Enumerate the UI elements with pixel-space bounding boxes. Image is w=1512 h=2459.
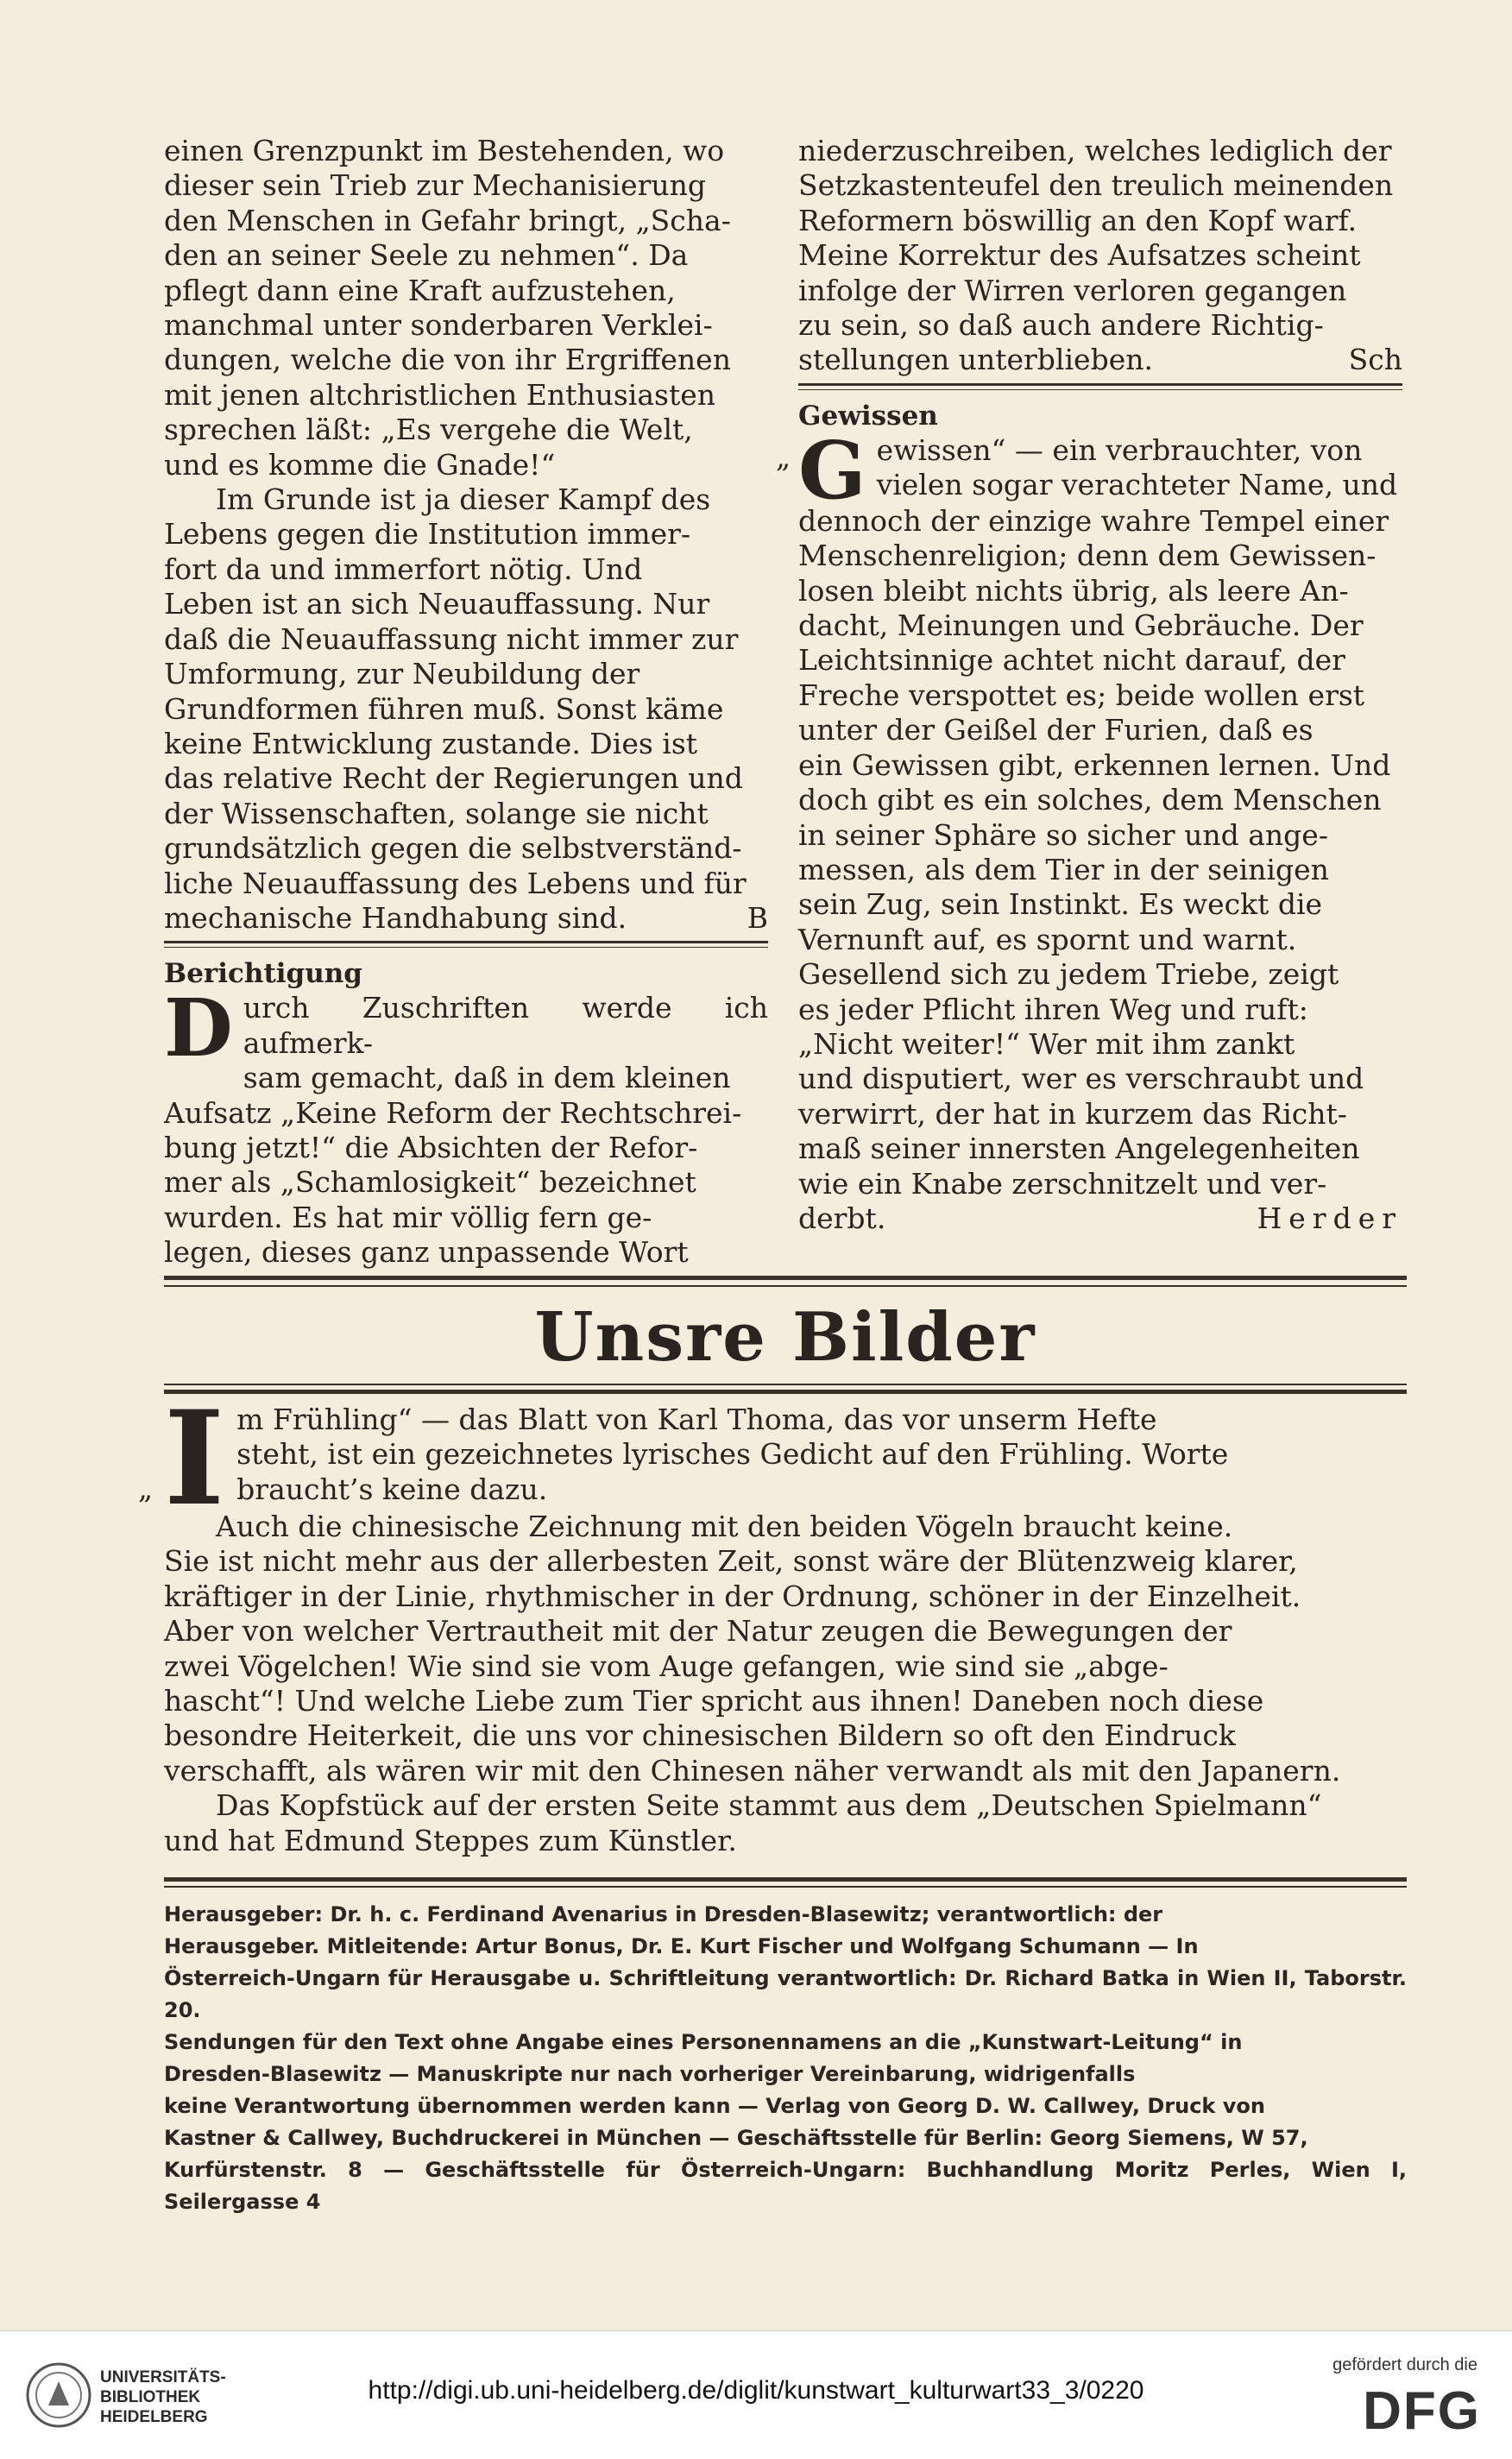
- text-line: zwei Vögelchen! Wie sind sie vom Auge gefangen, wie sind sie „abge-: [164, 1649, 1169, 1683]
- text-line: Auch die chinesische Zeichnung mit den beiden Vögeln braucht keine.: [216, 1510, 1233, 1543]
- left-para-3: [164, 981, 768, 1270]
- text-line: bung jetzt!“ die Absichten der Refor-: [164, 1130, 698, 1164]
- text-line: und es komme die Gnade!“: [164, 447, 556, 482]
- bilder-text: [138, 1383, 1407, 1858]
- text-line: losen bleibt nichts übrig, als leere An-: [798, 573, 1349, 608]
- text-line: vielen sogar verachteter Name, und: [876, 468, 1398, 502]
- impressum-line: Herausgeber. Mitleitende: Artur Bonus, Dr. E. Kurt Fischer und Wolfgang Schumann — In: [164, 1934, 1199, 1958]
- opening-quote: „: [138, 1472, 154, 1505]
- text-line: verschafft, als wären wir mit den Chinesen näher verwandt als mit den Japanern.: [164, 1753, 1341, 1788]
- right-column: [776, 134, 1402, 1236]
- left-para-1: [164, 134, 768, 482]
- signature-row: [164, 901, 768, 936]
- text-line: Gesellend sich zu jedem Triebe, zeigt: [798, 957, 1339, 992]
- text-line: es jeder Pflicht ihren Weg und ruft:: [798, 992, 1308, 1026]
- text-line: Im Grunde ist ja dieser Kampf des: [216, 482, 711, 517]
- text-line: Meine Korrektur des Aufsatzes scheint: [798, 238, 1361, 273]
- text-line: fort da und immerfort nötig. Und: [164, 552, 643, 586]
- signature-row: [798, 1201, 1402, 1236]
- text-line: keine Entwicklung zustande. Dies ist: [164, 726, 698, 760]
- left-para-2: [164, 482, 768, 936]
- text-line: und hat Edmund Steppes zum Künstler.: [164, 1823, 737, 1857]
- impressum-line: Österreich-Ungarn für Herausgabe u. Schriftleitung verantwortlich: Dr. Richard Batka in Wien II, Taborstr. 20.: [164, 1966, 1407, 2022]
- text-line: und disputiert, wer es verschraubt und: [798, 1062, 1364, 1096]
- text-line: wurden. Es hat mir völlig fern ge-: [164, 1200, 652, 1234]
- right-para-1: [798, 134, 1402, 378]
- section-divider: [164, 941, 768, 948]
- funding-label: gefördert durch die: [1332, 2355, 1477, 2374]
- signature-row: [798, 343, 1402, 377]
- text-line: infolge der Wirren verloren gegangen: [798, 273, 1347, 307]
- text-line: Freche verspottet es; beide wollen erst: [798, 678, 1365, 712]
- section-heading-gewissen: Gewissen: [798, 400, 938, 432]
- author-signature: Herder: [1257, 1201, 1402, 1235]
- text-line: ewissen“ — ein verbrauchter, von: [876, 432, 1363, 467]
- text-line: derbt.: [798, 1201, 886, 1235]
- text-line: braucht’s keine dazu.: [236, 1472, 548, 1506]
- text-line: Umformung, zur Neubildung der: [164, 657, 640, 691]
- text-line: sein Zug, sein Instinkt. Es weckt die: [798, 887, 1323, 922]
- text-line: das relative Recht der Regierungen und: [164, 761, 743, 796]
- impressum-line: Dresden-Blasewitz — Manuskripte nur nach vorheriger Vereinbarung, widrigenfalls: [164, 2062, 1136, 2086]
- text-line: Aber von welcher Vertrautheit mit der Natur zeugen die Bewegungen der: [164, 1614, 1232, 1649]
- text-line: dacht, Meinungen und Gebräuche. Der: [798, 608, 1364, 643]
- text-line: liche Neuauffassung des Lebens und für: [164, 866, 747, 900]
- impressum-line: Kurfürstenstr. 8 — Geschäftsstelle für Österreich-Ungarn: Buchhandlung Moritz Perles, Wien I, Seilergasse 4: [164, 2158, 1407, 2214]
- library-name: UNIVERSITÄTS- BIBLIOTHEK HEIDELBERG: [100, 2368, 226, 2426]
- text-line: wie ein Knabe zerschnitzelt und ver-: [798, 1166, 1327, 1201]
- text-line: urch Zuschriften werde ich aufmerk-: [243, 991, 768, 1060]
- impressum-line: keine Verantwortung übernommen werden kann — Verlag von Georg D. W. Callwey, Druck von: [164, 2094, 1265, 2118]
- text-line: sprechen läßt: „Es vergehe die Welt,: [164, 413, 693, 447]
- text-line: einen Grenzpunkt im Bestehenden, wo: [164, 134, 725, 167]
- text-line: maß seiner innersten Angelegenheiten: [798, 1132, 1360, 1166]
- text-line: mer als „Schamlosigkeit“ bezeichnet: [164, 1165, 696, 1200]
- viewer-footer: [0, 2330, 1512, 2459]
- impressum: [164, 1899, 1407, 2218]
- text-line: Lebens gegen die Institution immer-: [164, 517, 691, 552]
- text-line: dieser sein Trieb zur Mechanisierung: [164, 168, 707, 203]
- text-line: ein Gewissen gibt, erkennen lernen. Und: [798, 747, 1391, 782]
- text-line: Vernunft auf, es spornt und warnt.: [798, 922, 1297, 956]
- text-line: grundsätzlich gegen die selbstverständ-: [164, 831, 742, 866]
- text-line: zu sein, so daß auch andere Richtig-: [798, 308, 1324, 343]
- impressum-line: Herausgeber: Dr. h. c. Ferdinand Avenarius in Dresden-Blasewitz; verantwortlich: der: [164, 1902, 1163, 1926]
- impressum-rule: [164, 1877, 1407, 1888]
- text-line: messen, als dem Tier in der seinigen: [798, 852, 1329, 886]
- section-rule-bottom: [164, 1384, 1407, 1394]
- text-line: der Wissenschaften, solange sie nicht: [164, 796, 709, 830]
- section-heading-berichtigung: Berichtigung: [164, 958, 362, 990]
- right-para-2: [776, 423, 1402, 1237]
- left-column: [164, 134, 768, 1270]
- author-signature: B: [747, 900, 768, 935]
- text-line: Sie ist nicht mehr aus der allerbesten Zeit, sonst wäre der Blütenzweig klarer,: [164, 1544, 1298, 1579]
- text-line: legen, dieses ganz unpassende Wort: [164, 1235, 689, 1270]
- impressum-line: Kastner & Callwey, Buchdruckerei in München — Geschäftsstelle für Berlin: Georg Siemens, W 57,: [164, 2126, 1308, 2150]
- text-line: dungen, welche die von ihr Ergriffenen: [164, 343, 731, 377]
- text-line: mechanische Handhabung sind.: [164, 900, 627, 935]
- text-line: daß die Neuauffassung nicht immer zur: [164, 621, 739, 656]
- text-line: besondre Heiterkeit, die uns vor chinesischen Bildern so oft den Eindruck: [164, 1718, 1236, 1753]
- author-signature: Sch: [1348, 343, 1402, 377]
- text-line: stellungen unterblieben.: [798, 343, 1153, 377]
- dfg-logo: DFG: [1363, 2381, 1481, 2441]
- text-line: pflegt dann eine Kraft aufzustehen,: [164, 273, 676, 307]
- text-line: kräftiger in der Linie, rhythmischer in der Ordnung, schöner in der Einzelheit.: [164, 1579, 1301, 1613]
- text-line: hascht“! Und welche Liebe zum Tier spricht aus ihnen! Daneben noch diese: [164, 1684, 1264, 1718]
- text-line: Aufsatz „Keine Reform der Rechtschrei-: [164, 1095, 742, 1130]
- text-line: „Nicht weiter!“ Wer mit ihm zankt: [798, 1026, 1295, 1061]
- text-line: den an seiner Seele zu nehmen“. Da: [164, 238, 689, 273]
- drop-cap: D: [164, 981, 233, 1075]
- impressum-line: Sendungen für den Text ohne Angabe eines Personennamens an die „Kunstwart-Leitung“ in: [164, 2030, 1243, 2054]
- text-line: Reformern böswillig an den Kopf warf.: [798, 203, 1358, 237]
- text-line: Menschenreligion; denn dem Gewissen-: [798, 539, 1377, 573]
- text-line: mit jenen altchristlichen Enthusiasten: [164, 377, 716, 412]
- text-line: Grundformen führen muß. Sonst käme: [164, 691, 724, 726]
- text-line: verwirrt, der hat in kurzem das Richt-: [798, 1096, 1347, 1131]
- text-line: unter der Geißel der Furien, daß es: [798, 713, 1314, 747]
- text-line: steht, ist ein gezeichnetes lyrisches Gedicht auf den Frühling. Worte: [236, 1437, 1229, 1472]
- text-line: niederzuschreiben, welches lediglich der: [798, 134, 1392, 167]
- drop-cap: I: [164, 1383, 225, 1535]
- text-line: doch gibt es ein solches, dem Menschen: [798, 783, 1382, 817]
- text-line: Das Kopfstück auf der ersten Seite stammt aus dem „Deutschen Spielmann“: [216, 1788, 1322, 1823]
- text-line: manchmal unter sonderbaren Verklei-: [164, 308, 713, 343]
- opening-quote: „: [776, 439, 791, 474]
- text-line: sam gemacht, daß in dem kleinen: [243, 1061, 731, 1095]
- section-divider: [798, 383, 1402, 390]
- text-line: Setzkastenteufel den treulich meinenden: [798, 168, 1394, 203]
- section-rule-top: [164, 1276, 1407, 1287]
- drop-cap: G: [798, 423, 866, 517]
- text-line: in seiner Sphäre so sicher und ange-: [798, 817, 1328, 852]
- text-line: dennoch der einzige wahre Tempel einer: [798, 503, 1389, 538]
- section-title: Unsre Bilder: [534, 1298, 1036, 1377]
- text-line: m Frühling“ — das Blatt von Karl Thoma, das vor unserm Hefte: [236, 1403, 1157, 1436]
- text-line: Leben ist an sich Neuauffassung. Nur: [164, 587, 710, 621]
- text-line: den Menschen in Gefahr bringt, „Scha-: [164, 203, 731, 237]
- permalink[interactable]: http://digi.ub.uni-heidelberg.de/diglit/kunstwart_kulturwart33_3/0220: [368, 2376, 1144, 2405]
- text-line: Leichtsinnige achtet nicht darauf, der: [798, 643, 1345, 678]
